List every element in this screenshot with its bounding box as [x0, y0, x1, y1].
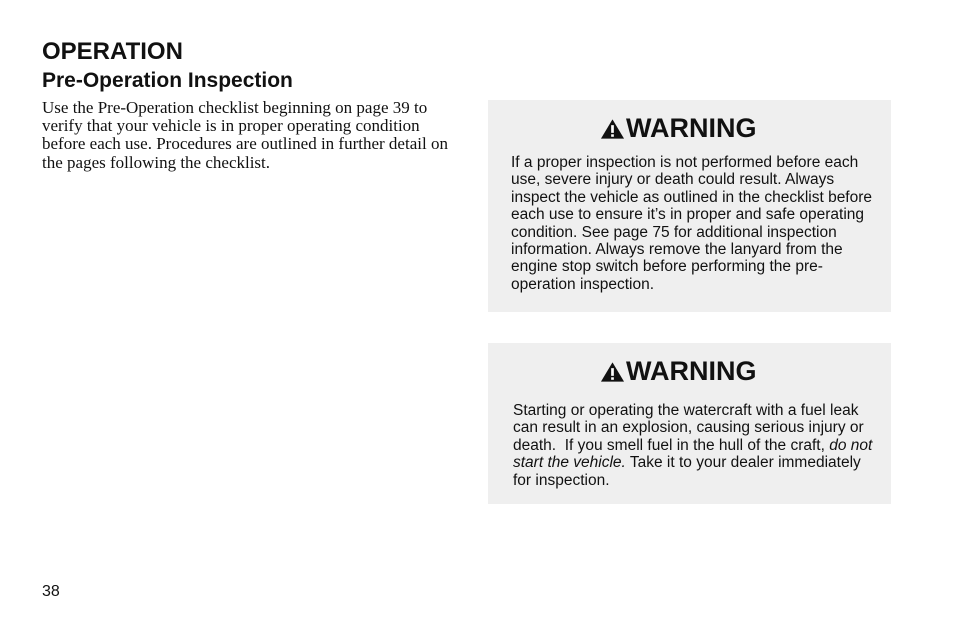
warning-text: If a proper inspection is not performed before each use, severe injury or death could result. Always inspect the vehicle as outlined in the checklist before each use to ensure it’s in proper and safe operating condition. See page 75 for additional inspection information. Always remove the lanyard from the engine stop switch before performing the pre-operation inspection. — [511, 154, 873, 293]
intro-paragraph: Use the Pre-Operation checklist beginning on page 39 to verify that your vehicle is in proper operating condition before each use. Procedures are outlined in further detail on the pages following the checklist. — [42, 98, 448, 172]
subsection-title: Pre-Operation Inspection — [42, 69, 293, 92]
warning-heading — [600, 355, 757, 387]
warning-title: WARNING — [626, 356, 757, 386]
warning-triangle-icon — [600, 118, 625, 140]
warning-text-start: Starting or operating the watercraft with a fuel leak can result in an explosion, causing serious injury or death. If you smell fuel in the hull of the craft, — [513, 402, 864, 454]
warning-box-inspection — [488, 100, 891, 312]
warning-heading — [600, 112, 757, 144]
warning-text — [513, 402, 878, 489]
warning-text-end: Take it to your dealer immediately for inspection. — [513, 454, 861, 489]
section-title: OPERATION — [42, 38, 183, 65]
warning-text-emphasis: do not start the vehicle. — [513, 436, 873, 472]
warning-title: WARNING — [626, 113, 757, 143]
page-number: 38 — [42, 583, 60, 600]
warning-box-fuel-leak — [488, 343, 891, 504]
warning-triangle-icon — [600, 361, 625, 383]
